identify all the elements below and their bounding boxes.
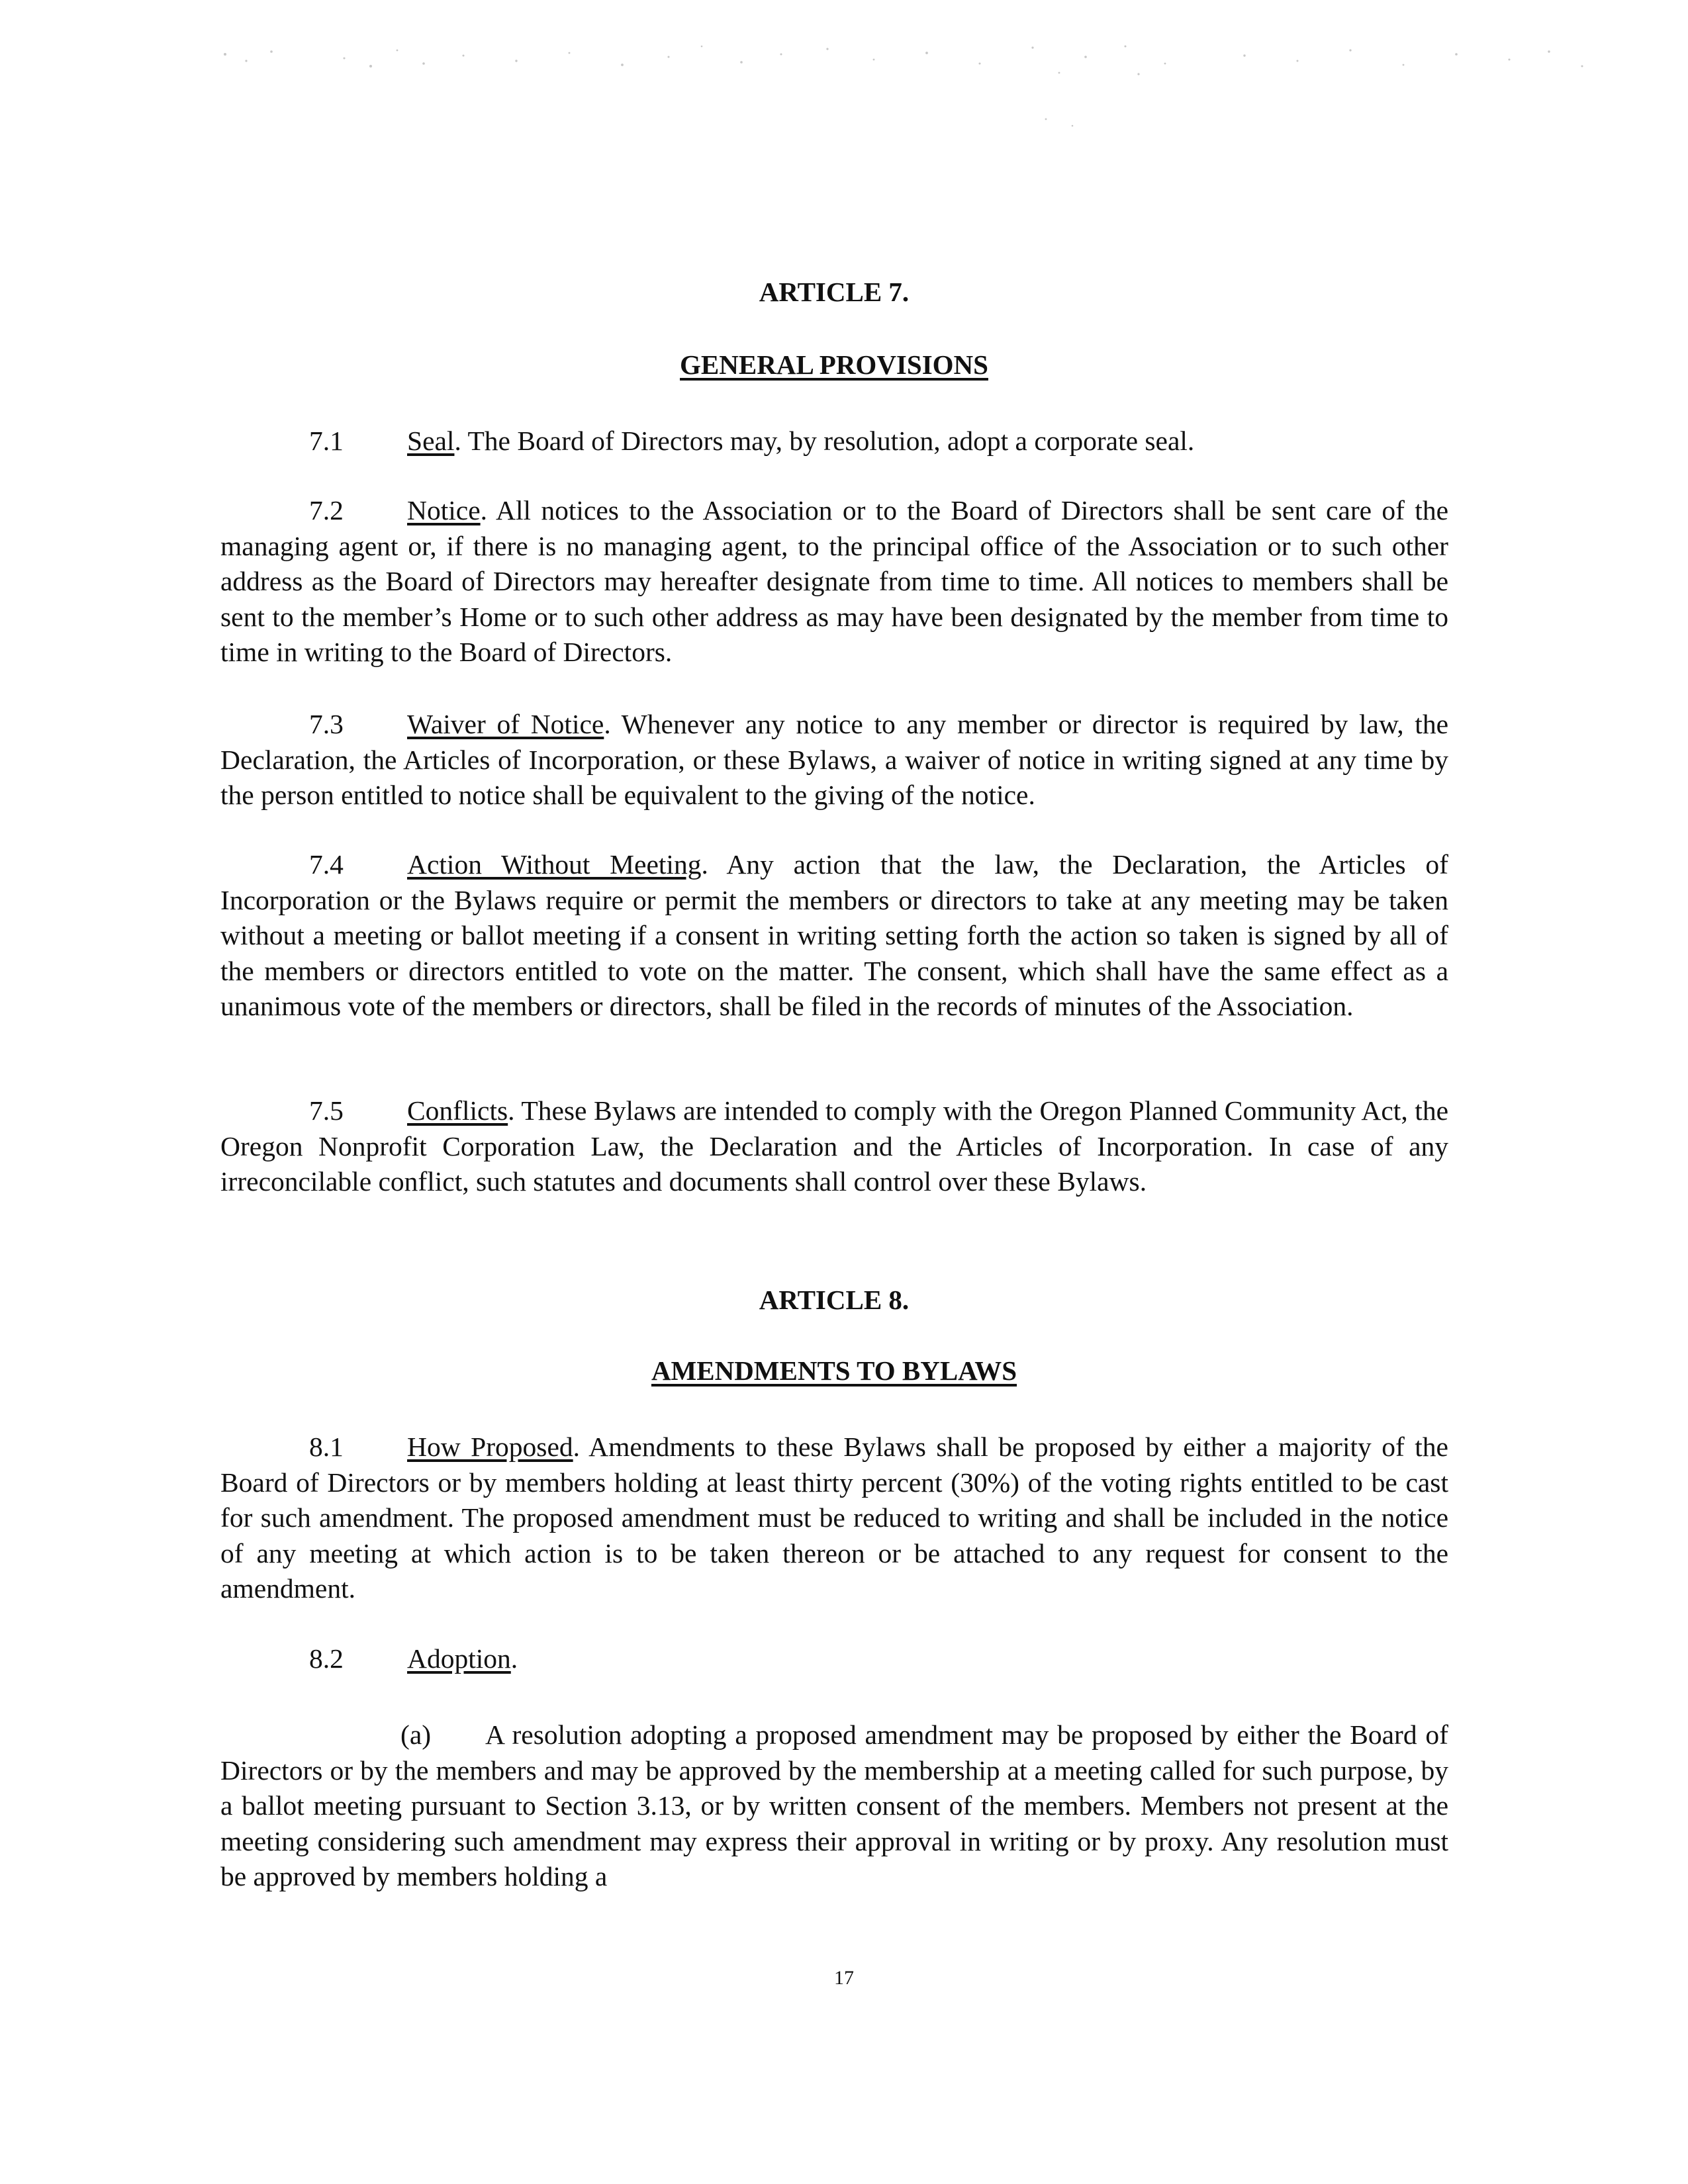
section-7-3: 7.3 Waiver of Notice. Whenever any notice to any member or director is required by law, the Declaration, the Articles of Incorporation, or these Bylaws, a waiver of notice in writing signed at any time by the person entitled to notice shall be equivalent to the giving of the notice. xyxy=(220,709,1448,810)
section-8-2: 8.2 Adoption. xyxy=(309,1643,518,1674)
section-7-1: 7.1 Seal. The Board of Directors may, by resolution, adopt a corporate seal. xyxy=(309,426,1195,456)
scan-artifact xyxy=(0,0,1688,146)
article-8-subheading: AMENDMENTS TO BYLAWS xyxy=(651,1355,1017,1386)
section-7-5: 7.5 Conflicts. These Bylaws are intended to comply with the Oregon Planned Community Act, the Oregon Nonprofit Corporation Law, the Declaration and the Articles of Incorporation. In case of any irreconcilable conflict, such statutes and documents shall control over these Bylaws. xyxy=(220,1095,1448,1197)
page-number: 17 xyxy=(834,1967,854,1989)
section-7-2: 7.2 Notice. All notices to the Association or to the Board of Directors shall be sent care of the managing agent or, if there is no managing agent, to the principal office of the Association or to such other address as the Board of Directors may hereafter designate from time to time. All notices to members shall be sent to the member’s Home or to such other address as may have been designated by the member from time to time in writing to the Board of Directors. xyxy=(220,495,1448,667)
article-8-heading: ARTICLE 8. xyxy=(759,1285,910,1315)
section-7-4: 7.4 Action Without Meeting. Any action that the law, the Declaration, the Articles of Incorporation or the Bylaws require or permit the members or directors to take at any meeting may be taken without a meeting or ballot meeting if a consent in writing setting forth the action so taken is signed by all of the members or directors entitled to vote on the matter. The consent, which shall have the same effect as a unanimous vote of the members or directors, shall be filed in the records of minutes of the Association. xyxy=(220,849,1448,1021)
article-7-heading: ARTICLE 7. xyxy=(759,277,910,307)
section-8-2-a: (a) A resolution adopting a proposed amendment may be proposed by either the Board of Directors or by the members and may be approved by the membership at a meeting called for such purpose, by a ballot meeting pursuant to Section 3.13, or by written consent of the members. Members not present at the meeting considering such amendment may express their approval in writing or by proxy. Any resolution must be approved by members holding a xyxy=(220,1719,1448,1891)
section-8-1: 8.1 How Proposed. Amendments to these Bylaws shall be proposed by either a majority of the Board of Directors or by members holding at least thirty percent (30%) of the voting rights entitled to be cast for such amendment. The proposed amendment must be reduced to writing and shall be included in the notice of any meeting at which action is to be taken thereon or be attached to any request for consent to the amendment. xyxy=(220,1432,1448,1604)
article-7-subheading: GENERAL PROVISIONS xyxy=(680,349,988,380)
